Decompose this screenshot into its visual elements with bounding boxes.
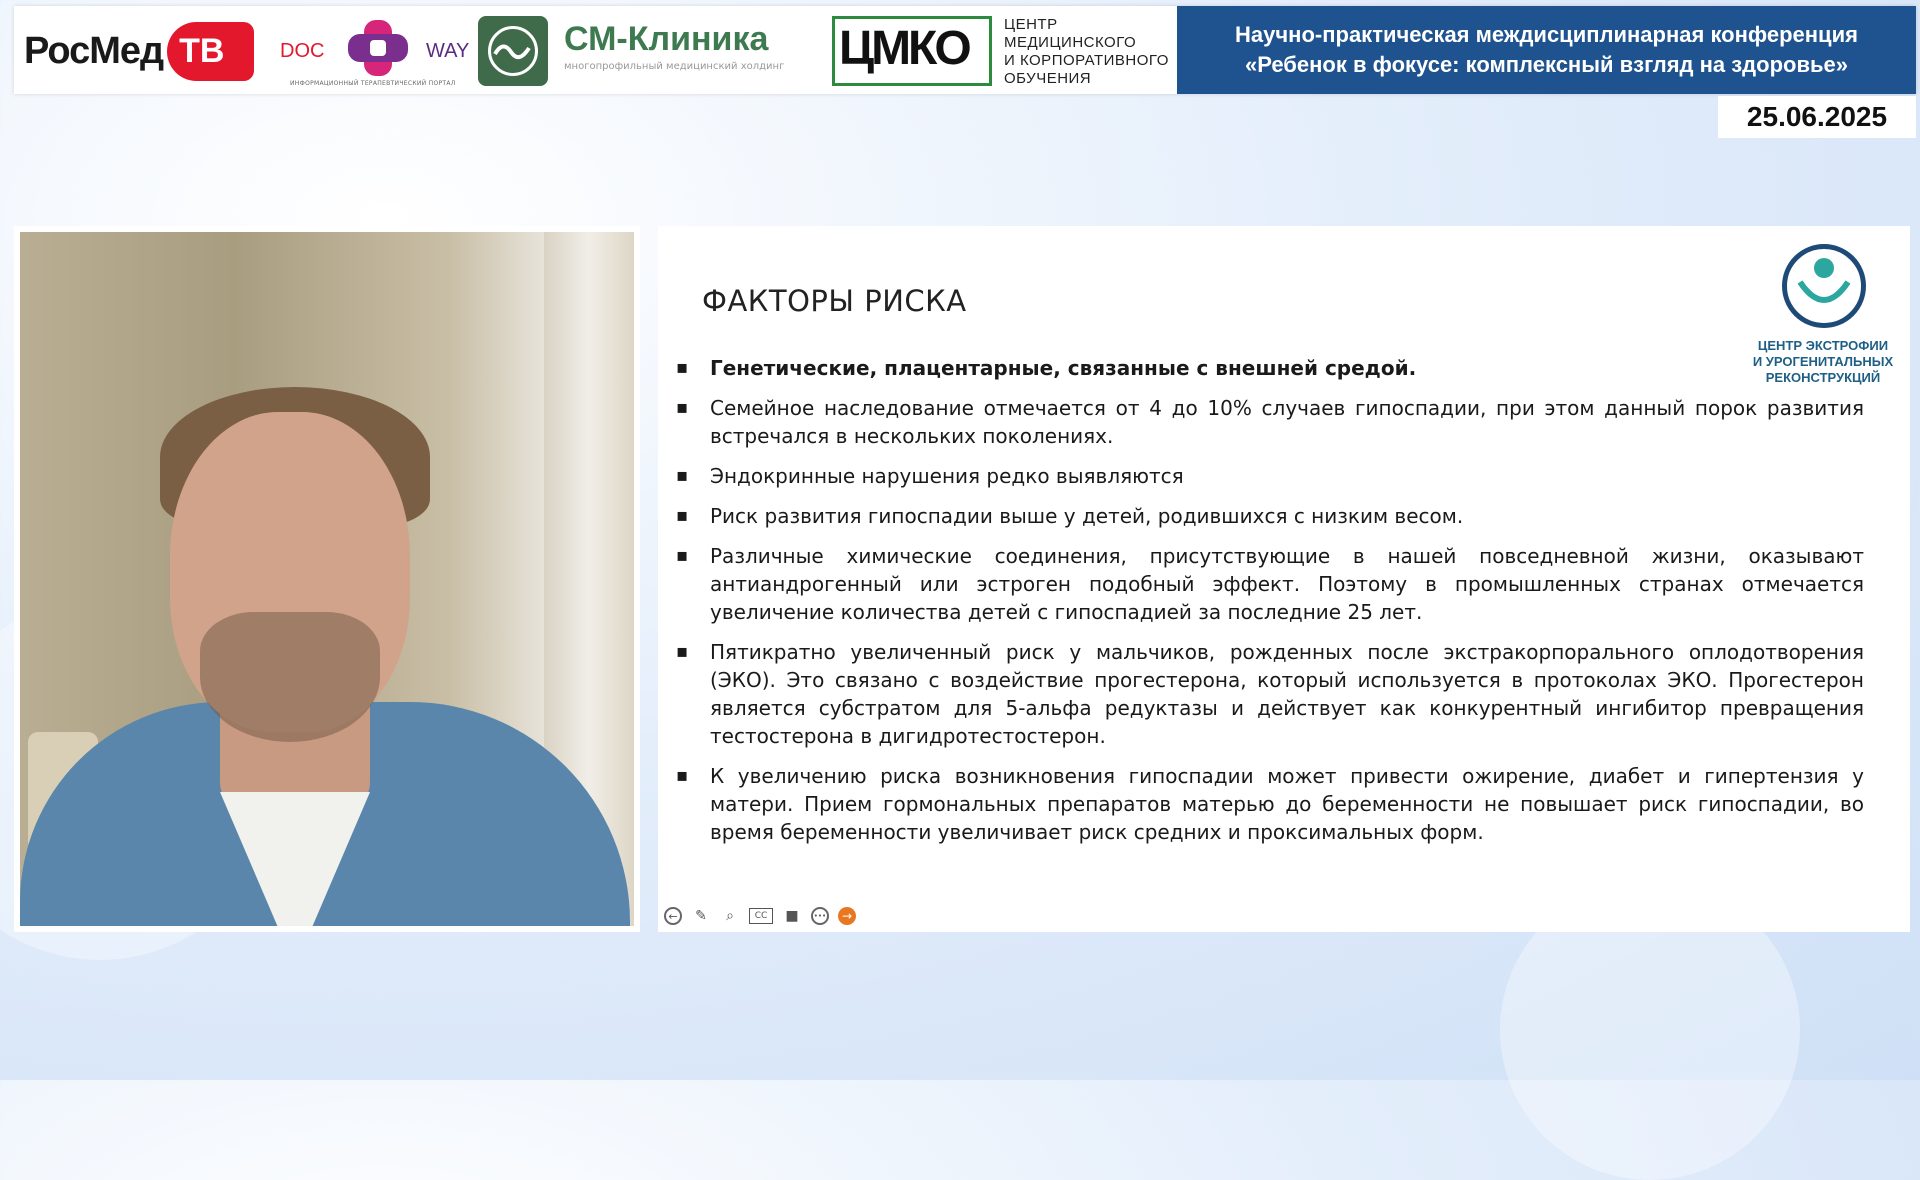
cmko-line: ОБУЧЕНИЯ [1004,70,1092,87]
slide-toolbar [664,906,856,926]
speaker-video-feed [20,232,634,926]
cmko-line: И КОРПОРАТИВНОГО [1004,52,1169,69]
list-item: ▪ Семейное наследование отмечается от 4 до 10% случаев гипоспадии, при этом данный порок развития встречался в нескольких поколениях. [676,394,1864,450]
more-options-icon[interactable]: ••• [811,907,829,925]
risk-factors-list [676,354,1864,858]
cmko-logo-text [1004,16,1169,88]
speaker-video [14,226,640,932]
cm-clinic-title: СМ-Клиника [564,20,769,58]
docway-logo-right: WAY [426,40,470,62]
docway-logo-subtitle: ИНФОРМАЦИОННЫЙ ТЕРАПЕВТИЧЕСКИЙ ПОРТАЛ [290,80,456,87]
cm-clinic-logo [564,20,784,72]
list-item: ▪ К увеличению риска возникновения гипоспадии может привести ожирение, диабет и гипертензия у матери. Прием гормональных препаратов матерью до беременности не повышает риск гипоспадии, во время беременности увеличивает риск средних и проксимальных форм. [676,762,1864,846]
next-slide-icon[interactable]: → [838,907,856,925]
list-item: ▪ Пятикратно увеличенный риск у мальчиков, рожденных после экстракорпорального оплодотворения (ЭКО). Это связано с воздействие прогестерона, который используется в протоколах ЭКО. Прогестерон является субстратом для 5-альфа редуктазы и действует как конкурентный ингибитор превращения тестостерона в дигидротестостерон. [676,638,1864,750]
logo-text-line: РЕКОНСТРУКЦИЙ [1765,370,1881,385]
list-item: ▪ Генетические, плацентарные, связанные с внешней средой. [676,354,1864,382]
cm-clinic-subtitle: многопрофильный медицинский холдинг [564,61,785,72]
list-item: ▪ Различные химические соединения, присутствующие в нашей повседневной жизни, оказывают антиандрогенный или эстроген подобный эффект. Поэтому в промышленных странах отмечается увеличение количества детей с гипоспадией за последние 25 лет. [676,542,1864,626]
cmko-logo [832,16,992,86]
conference-title [1177,6,1916,94]
presentation-slide [658,226,1910,932]
docway-logo [278,16,478,88]
cmko-line: ЦЕНТР [1004,16,1058,33]
cmko-logo-mark: ЦМКО [839,22,969,75]
cm-clinic-icon [478,16,548,86]
zoom-icon[interactable]: ⌕ [726,908,734,924]
subtitles-icon[interactable]: CC [749,908,773,924]
conference-date: 25.06.2025 [1718,96,1916,138]
conference-title-line2: «Ребенок в фокусе: комплексный взгляд на здоровье» [1245,52,1848,77]
logo-text-line: И УРОГЕНИТАЛЬНЫХ [1752,354,1894,369]
list-item: ▪ Эндокринные нарушения редко выявляются [676,462,1864,490]
rosmedtv-logo-text: РосМед [24,29,164,72]
logo-text-line: ЦЕНТР ЭКСТРОФИИ [1757,338,1889,353]
conference-banner [14,6,1916,94]
list-item: ▪ Риск развития гипоспадии выше у детей, родившихся с низким весом. [676,502,1864,530]
rosmedtv-logo [24,16,254,86]
slide-title: ФАКТОРЫ РИСКА [702,284,967,318]
cmko-line: МЕДИЦИНСКОГО [1004,34,1137,51]
conference-title-line1: Научно-практическая междисциплинарная конференция [1235,22,1858,47]
camera-icon[interactable]: ■ [785,908,799,924]
docway-logo-left: DOC [280,40,325,62]
docway-cross-icon [334,18,424,78]
pen-icon[interactable]: ✎ [695,908,707,924]
rosmedtv-logo-tv: ТВ [167,22,254,81]
previous-slide-icon[interactable]: ← [664,907,682,925]
extrophy-center-logo-icon [1794,278,1854,318]
